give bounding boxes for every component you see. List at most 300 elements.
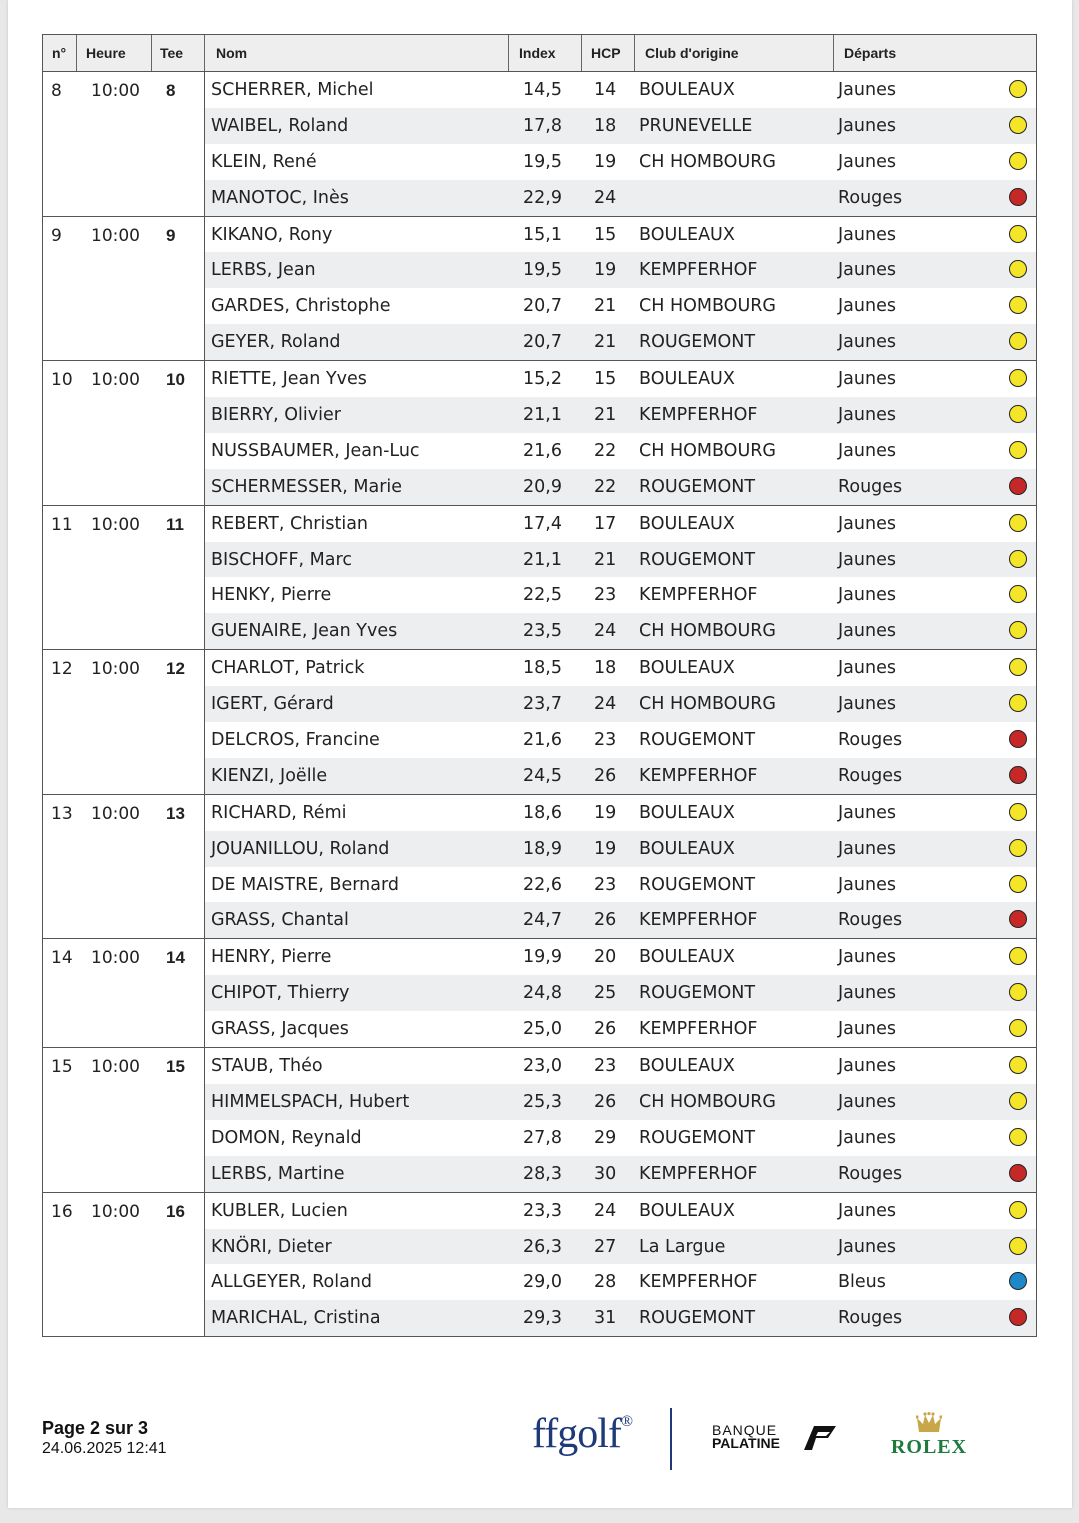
tee-color-dot-icon [1009,1237,1027,1255]
player-name: LERBS, Jean [211,260,316,281]
player-row [205,144,1036,180]
player-row [205,1120,1036,1156]
player-index: 21,6 [523,440,562,461]
tee-color-dot-icon [1009,947,1027,965]
player-row [205,288,1036,324]
group-number: 8 [51,81,62,101]
player-depart: Jaunes [838,621,896,642]
player-row [205,1048,1036,1084]
player-index: 15,2 [523,369,562,390]
tee-color-dot-icon [1009,225,1027,243]
table-header [43,35,1036,72]
player-club: CH HOMBOURG [639,694,776,715]
tee-group [43,72,1036,217]
player-index: 22,9 [523,187,562,208]
player-depart: Jaunes [838,405,896,426]
player-name: CHIPOT, Thierry [211,983,350,1004]
player-index: 17,4 [523,513,562,534]
player-hcp: 25 [594,983,617,1004]
group-time: 10:00 [91,370,140,391]
player-hcp: 28 [594,1272,617,1293]
player-name: BISCHOFF, Marc [211,549,352,570]
group-tee: 16 [166,1201,185,1221]
player-name: SCHERMESSER, Marie [211,476,403,497]
header-num: n° [52,45,67,61]
player-name: KLEIN, René [211,151,317,172]
tee-group [43,217,1036,362]
player-hcp: 19 [594,802,617,823]
player-club: BOULEAUX [639,80,735,100]
player-row [205,180,1036,216]
player-club: La Largue [639,1236,726,1257]
player-depart: Bleus [838,1272,886,1293]
tee-color-dot-icon [1009,550,1027,568]
player-name: GUENAIRE, Jean Yves [211,621,398,642]
player-row [205,722,1036,758]
player-club: ROUGEMONT [639,983,756,1004]
tee-color-dot-icon [1009,152,1027,170]
player-row [205,217,1036,253]
player-index: 21,1 [523,549,562,570]
player-row [205,72,1036,108]
print-datetime: 24.06.2025 12:41 [42,1440,167,1457]
player-row [205,361,1036,397]
player-depart: Jaunes [838,296,896,317]
tee-color-dot-icon [1009,621,1027,639]
group-number: 14 [51,948,73,969]
player-club: BOULEAUX [639,658,735,679]
player-depart: Rouges [838,765,903,786]
group-time: 10:00 [91,659,140,680]
player-club: CH HOMBOURG [639,1091,776,1112]
header-nom: Nom [216,45,248,61]
player-club: CH HOMBOURG [639,440,776,461]
player-row [205,795,1036,831]
tee-color-dot-icon [1009,405,1027,423]
player-row [205,975,1036,1011]
player-name: GEYER, Roland [211,332,341,353]
player-hcp: 23 [594,1056,617,1077]
player-index: 15,1 [523,224,562,245]
player-hcp: 15 [594,224,617,245]
player-index: 24,7 [523,910,562,931]
player-index: 23,5 [523,621,562,642]
tee-group [43,650,1036,795]
player-hcp: 21 [594,549,617,570]
group-time: 10:00 [91,514,140,535]
player-row [205,1264,1036,1300]
group-number: 9 [51,225,62,246]
tee-color-dot-icon [1009,1092,1027,1110]
player-hcp: 22 [594,476,617,497]
tee-color-dot-icon [1009,369,1027,387]
player-depart: Rouges [838,476,903,497]
player-index: 20,9 [523,476,562,497]
player-club: KEMPFERHOF [639,405,758,426]
tee-color-dot-icon [1009,585,1027,603]
player-club: ROUGEMONT [639,1127,756,1148]
group-time: 10:00 [91,225,140,246]
group-time: 10:00 [91,1201,140,1222]
header-club: Club d'origine [645,45,739,61]
player-row [205,397,1036,433]
player-depart: Rouges [838,1308,903,1329]
player-hcp: 23 [594,585,617,606]
player-index: 25,3 [523,1091,562,1112]
ffgolf-logo: ffgolf® [532,1411,633,1457]
player-row [205,252,1036,288]
player-row [205,1193,1036,1229]
player-name: HIMMELSPACH, Hubert [211,1091,410,1112]
player-row [205,542,1036,578]
player-depart: Jaunes [838,874,896,895]
player-hcp: 19 [594,260,617,281]
player-name: KIENZI, Joëlle [211,765,328,786]
header-heure: Heure [86,45,126,61]
player-hcp: 15 [594,369,617,390]
tee-color-dot-icon [1009,1272,1027,1290]
player-index: 18,6 [523,802,562,823]
player-depart: Jaunes [838,983,896,1004]
player-name: SCHERRER, Michel [211,80,374,100]
player-index: 18,5 [523,658,562,679]
player-hcp: 17 [594,513,617,534]
player-name: KUBLER, Lucien [211,1200,348,1221]
player-club: BOULEAUX [639,802,735,823]
player-club: KEMPFERHOF [639,765,758,786]
player-index: 20,7 [523,332,562,353]
player-club: CH HOMBOURG [639,296,776,317]
tee-group [43,361,1036,506]
player-depart: Jaunes [838,224,896,245]
player-hcp: 14 [594,80,617,100]
player-row [205,650,1036,686]
player-name: HENKY, Pierre [211,585,332,606]
group-tee: 13 [166,803,185,823]
player-row [205,433,1036,469]
group-number: 16 [51,1201,73,1222]
player-name: STAUB, Théo [211,1056,323,1077]
player-depart: Rouges [838,910,903,931]
player-row [205,939,1036,975]
player-depart: Jaunes [838,1056,896,1077]
player-index: 22,5 [523,585,562,606]
player-index: 28,3 [523,1163,562,1184]
logo-divider [670,1408,672,1470]
player-hcp: 29 [594,1127,617,1148]
player-club: BOULEAUX [639,369,735,390]
player-club: PRUNEVELLE [639,115,753,136]
player-index: 26,3 [523,1236,562,1257]
player-index: 23,7 [523,694,562,715]
player-name: BIERRY, Olivier [211,405,341,426]
group-tee: 11 [166,514,184,534]
player-club: ROUGEMONT [639,332,756,353]
player-club: KEMPFERHOF [639,1272,758,1293]
player-name: KNÖRI, Dieter [211,1236,332,1257]
player-index: 23,3 [523,1200,562,1221]
tee-color-dot-icon [1009,441,1027,459]
player-depart: Jaunes [838,694,896,715]
group-time: 10:00 [91,81,140,101]
header-tee: Tee [160,45,184,61]
palatine-mark-icon [798,1424,838,1452]
player-name: IGERT, Gérard [211,694,334,715]
tee-color-dot-icon [1009,1201,1027,1219]
player-club: ROUGEMONT [639,730,756,751]
player-index: 18,9 [523,838,562,859]
player-hcp: 20 [594,947,617,968]
group-number: 11 [51,514,73,535]
player-hcp: 26 [594,1091,617,1112]
rolex-logo: ROLEX [888,1412,970,1459]
group-tee: 14 [166,948,185,968]
player-depart: Rouges [838,187,903,208]
player-row [205,1084,1036,1120]
player-name: GARDES, Christophe [211,296,391,317]
tee-color-dot-icon [1009,694,1027,712]
player-hcp: 27 [594,1236,617,1257]
player-row [205,506,1036,542]
player-index: 24,8 [523,983,562,1004]
player-row [205,867,1036,903]
player-hcp: 24 [594,187,617,208]
player-depart: Jaunes [838,549,896,570]
player-index: 21,6 [523,730,562,751]
tee-color-dot-icon [1009,260,1027,278]
player-club: ROUGEMONT [639,549,756,570]
player-row [205,613,1036,649]
tee-color-dot-icon [1009,296,1027,314]
group-number: 12 [51,659,73,680]
player-club: CH HOMBOURG [639,151,776,172]
player-depart: Jaunes [838,802,896,823]
player-depart: Jaunes [838,585,896,606]
player-name: CHARLOT, Patrick [211,658,365,679]
player-index: 19,9 [523,947,562,968]
player-name: RIETTE, Jean Yves [211,369,367,390]
player-hcp: 24 [594,621,617,642]
tee-color-dot-icon [1009,1308,1027,1326]
player-depart: Jaunes [838,1200,896,1221]
player-row [205,108,1036,144]
player-depart: Jaunes [838,332,896,353]
player-hcp: 30 [594,1163,617,1184]
player-depart: Jaunes [838,838,896,859]
player-index: 29,3 [523,1308,562,1329]
player-name: RICHARD, Rémi [211,802,347,823]
player-name: KIKANO, Rony [211,224,333,245]
group-tee: 10 [166,370,185,390]
tee-color-dot-icon [1009,910,1027,928]
player-hcp: 24 [594,694,617,715]
player-row [205,1011,1036,1047]
tee-color-dot-icon [1009,116,1027,134]
player-row [205,902,1036,938]
player-club: KEMPFERHOF [639,1163,758,1184]
player-depart: Jaunes [838,1091,896,1112]
player-index: 23,0 [523,1056,562,1077]
player-club: KEMPFERHOF [639,910,758,931]
tee-color-dot-icon [1009,730,1027,748]
page-number: Page 2 sur 3 [42,1418,149,1438]
player-depart: Jaunes [838,947,896,968]
page-info [42,1418,167,1458]
player-index: 25,0 [523,1019,562,1040]
player-row [205,1229,1036,1265]
tee-color-dot-icon [1009,1128,1027,1146]
player-hcp: 22 [594,440,617,461]
player-name: WAIBEL, Roland [211,115,349,136]
banque-palatine-logo: BANQUE PALATINE [712,1424,780,1450]
player-name: LERBS, Martine [211,1163,345,1184]
player-club: ROUGEMONT [639,874,756,895]
player-depart: Jaunes [838,80,896,100]
player-hcp: 21 [594,405,617,426]
header-hcp: HCP [591,45,621,61]
player-name: ALLGEYER, Roland [211,1272,372,1293]
tee-color-dot-icon [1009,80,1027,98]
player-club: BOULEAUX [639,947,735,968]
player-club: KEMPFERHOF [639,260,758,281]
tee-color-dot-icon [1009,1056,1027,1074]
player-index: 20,7 [523,296,562,317]
player-hcp: 18 [594,115,617,136]
player-row [205,577,1036,613]
player-row [205,686,1036,722]
group-tee: 8 [166,81,176,100]
tee-color-dot-icon [1009,803,1027,821]
player-hcp: 21 [594,332,617,353]
player-row [205,469,1036,505]
player-row [205,758,1036,794]
player-depart: Rouges [838,730,903,751]
groups-container [43,72,1036,1336]
player-depart: Jaunes [838,260,896,281]
tee-group [43,1048,1036,1193]
player-name: DE MAISTRE, Bernard [211,874,399,895]
header-departs: Départs [844,45,897,61]
player-depart: Jaunes [838,658,896,679]
player-club: ROUGEMONT [639,1308,756,1329]
player-index: 17,8 [523,115,562,136]
player-hcp: 24 [594,1200,617,1221]
tee-color-dot-icon [1009,1164,1027,1182]
player-row [205,831,1036,867]
player-index: 14,5 [523,80,562,100]
tee-color-dot-icon [1009,1019,1027,1037]
player-depart: Jaunes [838,1236,896,1257]
document-page [8,0,1072,1508]
player-index: 24,5 [523,765,562,786]
group-time: 10:00 [91,948,140,969]
player-name: JOUANILLOU, Roland [211,838,390,859]
tee-color-dot-icon [1009,658,1027,676]
player-club: BOULEAUX [639,224,735,245]
player-hcp: 23 [594,730,617,751]
player-hcp: 26 [594,1019,617,1040]
group-time: 10:00 [91,1057,140,1078]
tee-group [43,795,1036,940]
player-club: CH HOMBOURG [639,621,776,642]
tee-group [43,939,1036,1048]
player-club: BOULEAUX [639,513,735,534]
player-club: KEMPFERHOF [639,585,758,606]
tee-color-dot-icon [1009,875,1027,893]
player-name: DELCROS, Francine [211,730,380,751]
player-club: ROUGEMONT [639,476,756,497]
tee-color-dot-icon [1009,839,1027,857]
tee-color-dot-icon [1009,188,1027,206]
tee-color-dot-icon [1009,477,1027,495]
player-row [205,324,1036,360]
player-name: NUSSBAUMER, Jean-Luc [211,440,420,461]
player-club: KEMPFERHOF [639,1019,758,1040]
player-depart: Rouges [838,1163,903,1184]
player-depart: Jaunes [838,1019,896,1040]
player-index: 19,5 [523,260,562,281]
player-index: 27,8 [523,1127,562,1148]
player-index: 19,5 [523,151,562,172]
group-time: 10:00 [91,803,140,824]
tee-color-dot-icon [1009,983,1027,1001]
player-club: BOULEAUX [639,1056,735,1077]
player-depart: Jaunes [838,1127,896,1148]
player-hcp: 19 [594,151,617,172]
group-tee: 12 [166,659,185,679]
player-club: BOULEAUX [639,1200,735,1221]
player-name: REBERT, Christian [211,513,369,534]
player-hcp: 26 [594,910,617,931]
player-hcp: 21 [594,296,617,317]
player-row [205,1156,1036,1192]
player-name: HENRY, Pierre [211,947,332,968]
group-number: 13 [51,803,73,824]
player-depart: Jaunes [838,440,896,461]
crown-icon [916,1412,942,1434]
player-club: BOULEAUX [639,838,735,859]
player-depart: Jaunes [838,115,896,136]
player-hcp: 23 [594,874,617,895]
player-depart: Jaunes [838,151,896,172]
group-tee: 9 [166,225,176,245]
player-hcp: 19 [594,838,617,859]
tee-group [43,506,1036,651]
player-name: GRASS, Jacques [211,1019,349,1040]
tee-group [43,1193,1036,1337]
start-list-table [42,34,1037,1337]
player-name: DOMON, Reynald [211,1127,362,1148]
group-tee: 15 [166,1057,185,1077]
player-index: 29,0 [523,1272,562,1293]
tee-color-dot-icon [1009,332,1027,350]
tee-color-dot-icon [1009,766,1027,784]
group-number: 15 [51,1057,73,1078]
player-hcp: 31 [594,1308,617,1329]
player-name: MARICHAL, Cristina [211,1308,381,1329]
player-name: GRASS, Chantal [211,910,349,931]
player-depart: Jaunes [838,369,896,390]
group-number: 10 [51,370,73,391]
player-row [205,1300,1036,1336]
player-depart: Jaunes [838,513,896,534]
header-index: Index [519,45,556,61]
player-index: 21,1 [523,405,562,426]
player-hcp: 26 [594,765,617,786]
player-name: MANOTOC, Inès [211,187,349,208]
player-hcp: 18 [594,658,617,679]
tee-color-dot-icon [1009,514,1027,532]
